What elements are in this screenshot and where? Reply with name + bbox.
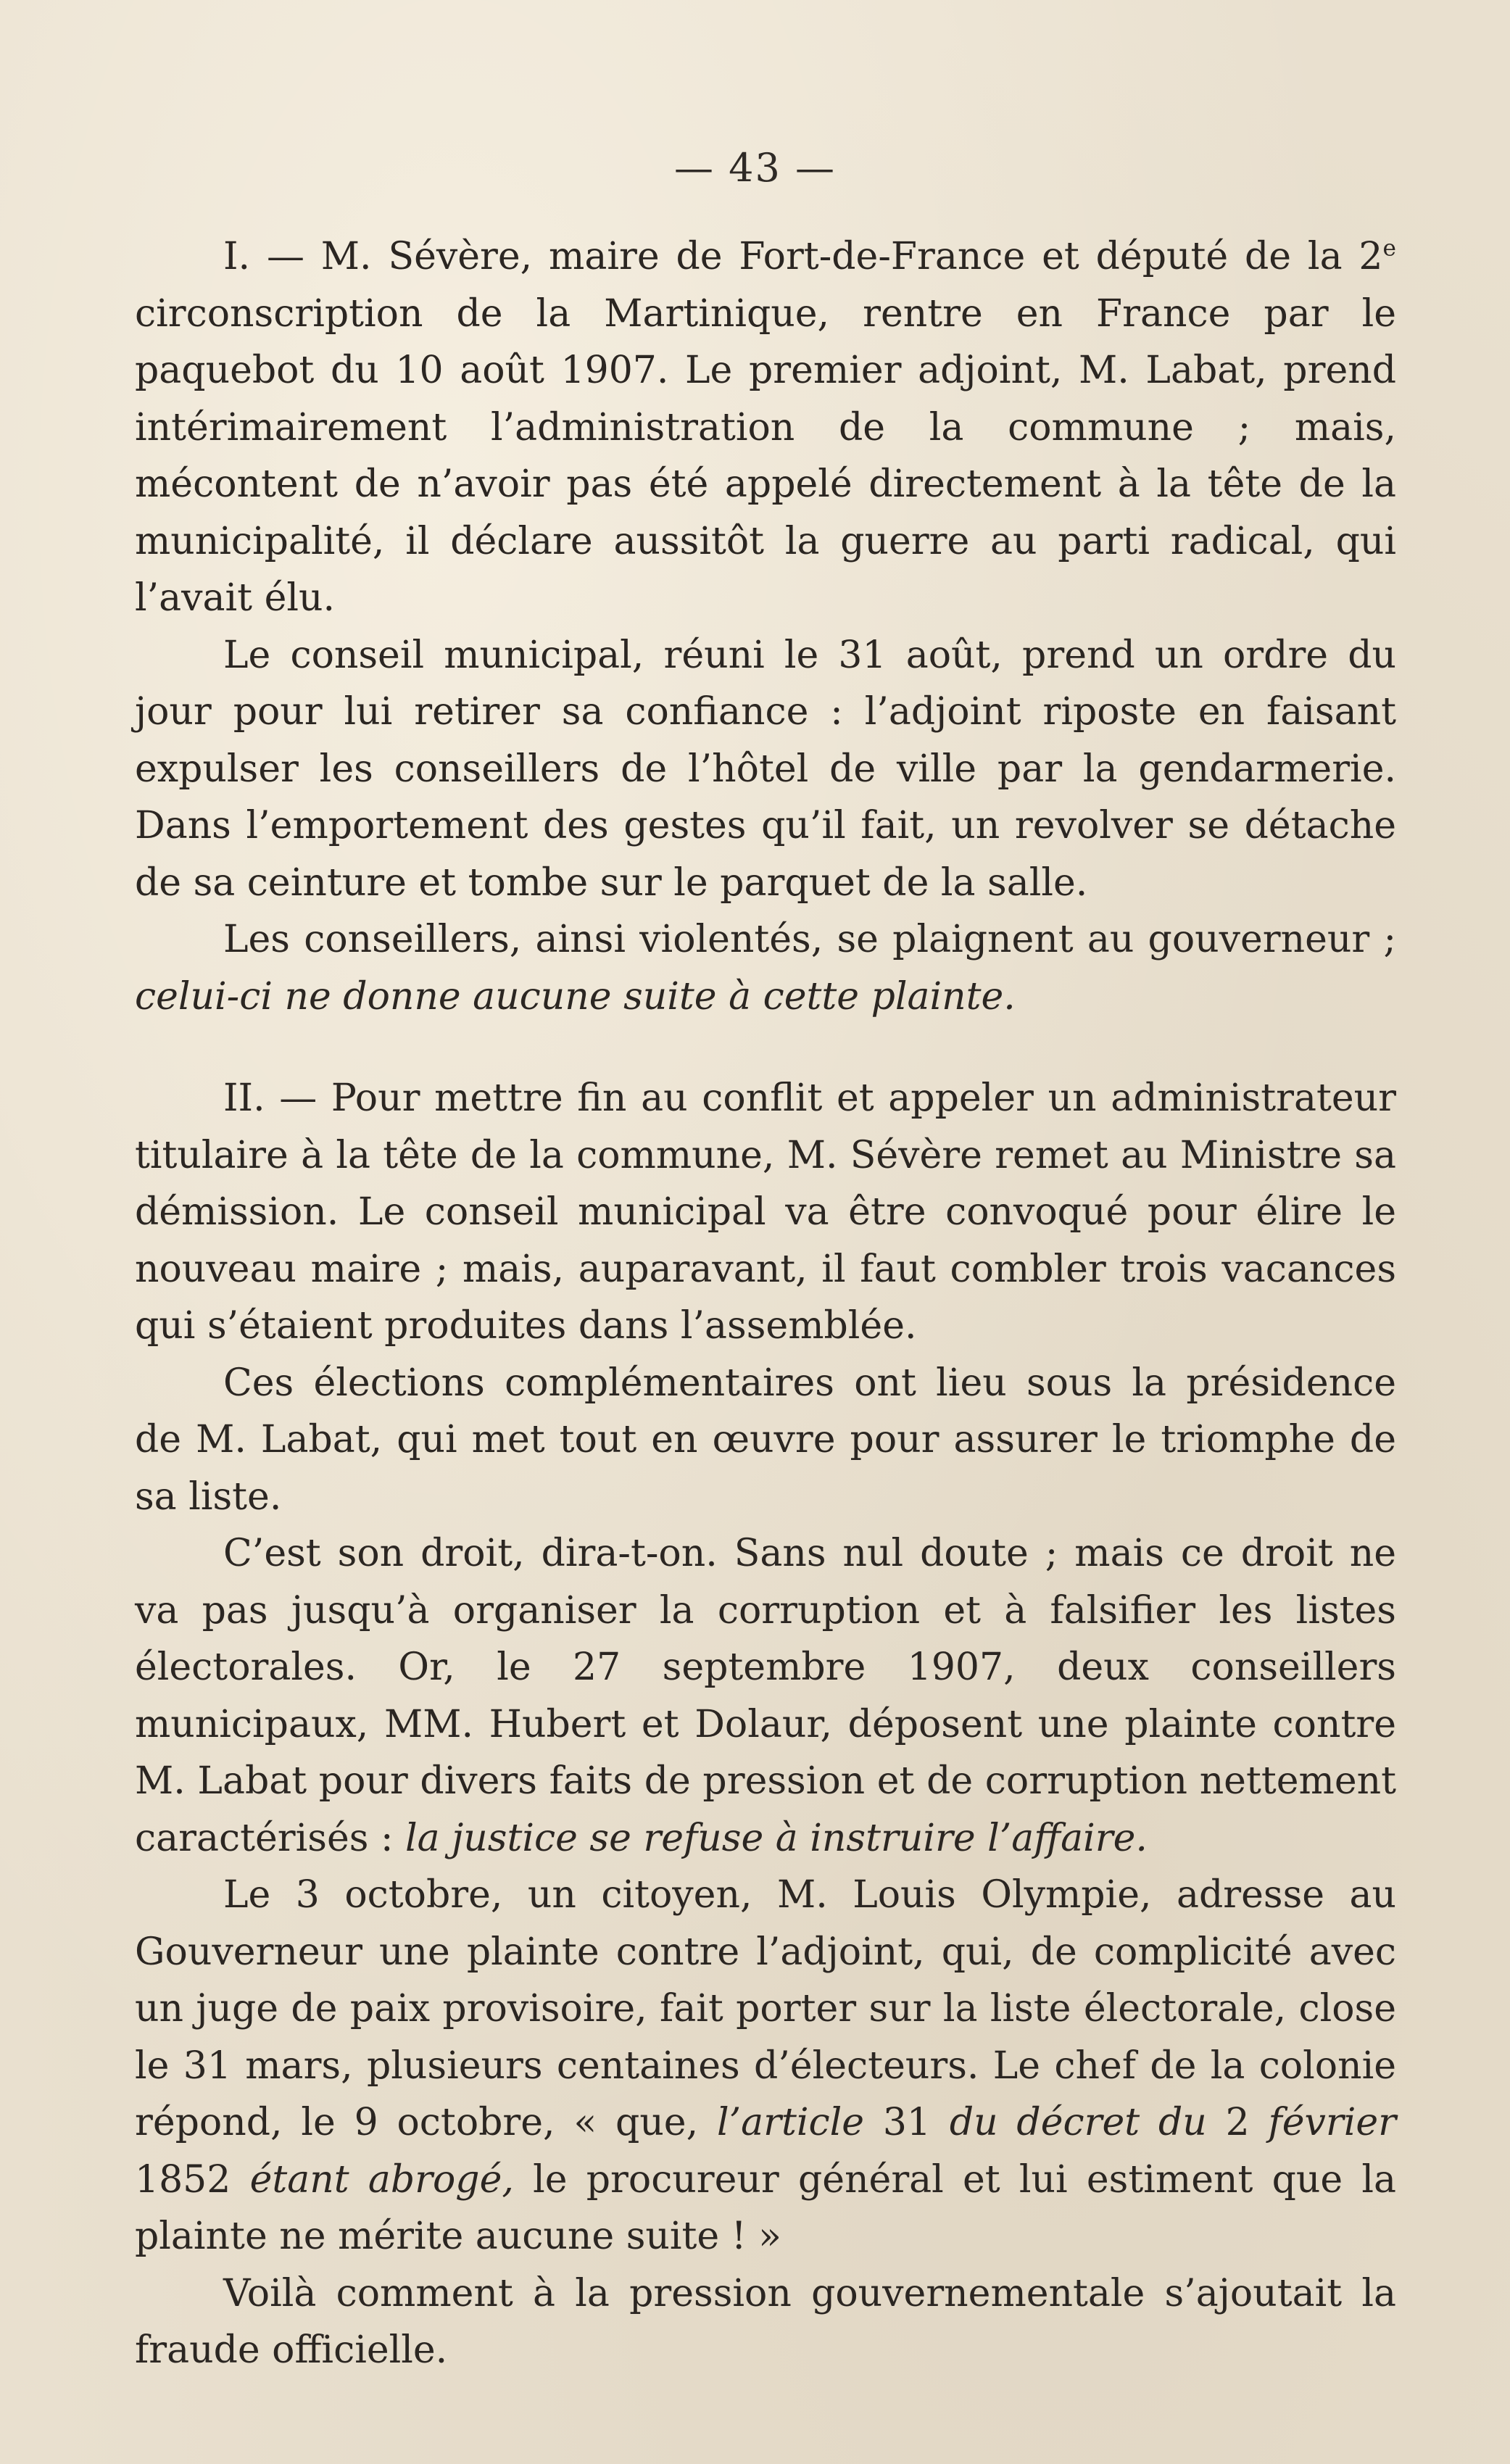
- text-run: 31: [864, 2101, 950, 2144]
- paragraph: [135, 1867, 1396, 2265]
- text-run: 1852: [135, 2157, 250, 2202]
- paragraph: [135, 2265, 1396, 2379]
- text-run: Voilà comment à la pression gouvernementale s’ajoutait la fraude officielle.: [135, 2271, 1396, 2372]
- paragraph: [135, 1070, 1396, 1355]
- text-run: C’est son droit, dira-t-on. Sans nul doute ; mais ce droit ne va pas jusqu’à organiser la corruption et à falsifier les listes électorales. Or, le 27 septembre 1907, deux conseillers municipaux, MM. Hubert et Dolaur, déposent une plainte contre M. Labat pour divers faits de pression et de corruption nettement caractérisés :: [135, 1532, 1396, 1860]
- text-run: Les conseillers, ainsi violentés, se plaignent au gouverneur ;: [223, 918, 1396, 961]
- text-run: Le 3 octobre, un citoyen, M. Louis Olympie, adresse au Gouverneur une plainte contre l’adjoint, qui, de complicité avec un juge de paix provisoire, fait porter sur la liste électorale, close le 31 mars, plusieurs centaines d’électeurs. Le chef de la colonie répond, le 9 octobre, « que,: [135, 1873, 1396, 2144]
- page-number: — 43 —: [673, 145, 837, 191]
- section-gap: [135, 1025, 1396, 1070]
- paragraph: [135, 228, 1396, 627]
- italic-text: du décret du: [949, 2101, 1207, 2144]
- text-run: le procureur général et lui estiment que la plainte ne mérite aucune suite ! »: [135, 2157, 1396, 2258]
- italic-text: l’article: [716, 2101, 865, 2144]
- italic-text: celui-ci ne donne aucune suite à cette plainte.: [135, 974, 1016, 1019]
- paragraph: [135, 911, 1396, 1025]
- superscript: e: [1382, 235, 1396, 262]
- section-2: [135, 1070, 1396, 2379]
- italic-text: étant abrogé,: [249, 2157, 514, 2202]
- body-text: [135, 228, 1396, 2379]
- text-run: circonscription de la Martinique, rentre en France par le paquebot du 10 août 1907. Le premier adjoint, M. Labat, prend intérimairement l’administration de la commune ; mais, mécontent de n’avoir pas été appelé directement à la tête de la municipalité, il déclare aussitôt la guerre au parti radical, qui l’avait élu.: [135, 291, 1396, 620]
- text-run: Le conseil municipal, réuni le 31 août, prend un ordre du jour pour lui retirer sa confiance : l’adjoint riposte en faisant expulser les conseillers de l’hôtel de ville par la gendarmerie. Dans l’emportement des gestes qu’il fait, un revolver se détache de sa ceinture et tombe sur le parquet de la salle.: [135, 633, 1396, 905]
- paragraph: [135, 627, 1396, 912]
- section-1: [135, 228, 1396, 1025]
- text-run: 2: [1206, 2101, 1269, 2144]
- paragraph: [135, 1525, 1396, 1867]
- paragraph: [135, 1355, 1396, 1526]
- text-run: II. — Pour mettre fin au conflit et appeler un administrateur titulaire à la tête de la commune, M. Sévère remet au Ministre sa démission. Le conseil municipal va être convoqué pour élire le nouveau maire ; mais, auparavant, il faut combler trois vacances qui s’étaient produites dans l’assemblée.: [135, 1077, 1396, 1348]
- italic-text: février: [1268, 2101, 1396, 2144]
- text-run: Ces élections complémentaires ont lieu sous la présidence de M. Labat, qui met tout en œuvre pour assurer le triomphe de sa liste.: [135, 1361, 1396, 1519]
- italic-text: la justice se refuse à instruire l’affaire.: [405, 1816, 1148, 1860]
- text-run: I. — M. Sévère, maire de Fort-de-France et député de la 2: [223, 235, 1383, 278]
